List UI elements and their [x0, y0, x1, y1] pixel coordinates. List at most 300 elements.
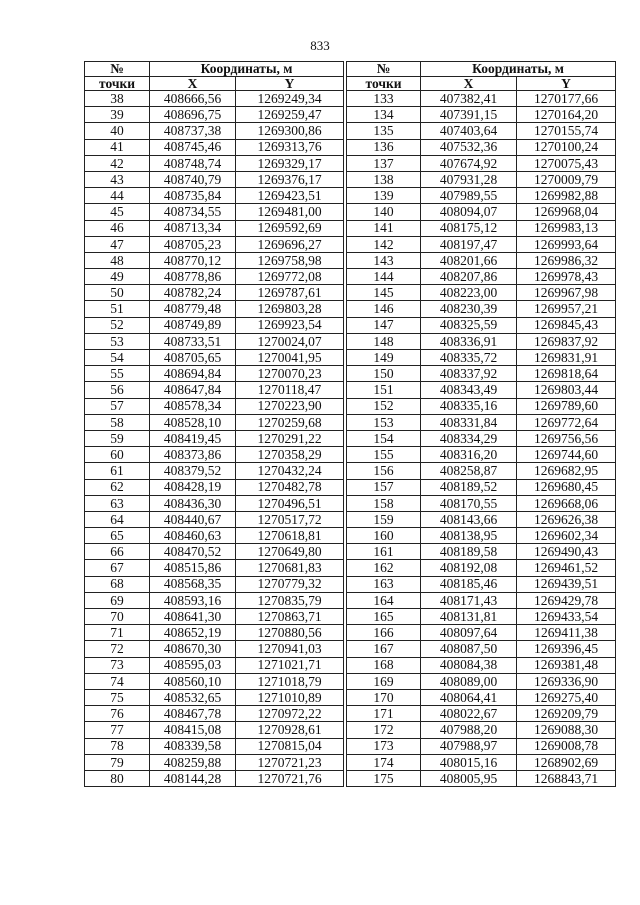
- left-x-coordinate: 408745,46: [150, 139, 236, 155]
- right-point-number: 139: [347, 188, 421, 204]
- table-header-row-bottom: [85, 76, 616, 91]
- right-x-coordinate: 408189,52: [421, 479, 517, 495]
- left-x-coordinate: 408532,65: [150, 689, 236, 705]
- table-row: [85, 528, 616, 544]
- right-y-coordinate: 1269967,98: [517, 285, 616, 301]
- right-point-number: 152: [347, 398, 421, 414]
- right-point-number: 145: [347, 285, 421, 301]
- left-x-coordinate: 408666,56: [150, 91, 236, 107]
- left-point-number: 63: [85, 495, 150, 511]
- right-x-coordinate: 408325,59: [421, 317, 517, 333]
- table-row: [85, 754, 616, 770]
- right-point-number: 143: [347, 252, 421, 268]
- right-x-coordinate: 407403,64: [421, 123, 517, 139]
- right-y-coordinate: 1269275,40: [517, 689, 616, 705]
- left-x-coordinate: 408578,34: [150, 398, 236, 414]
- right-y-coordinate: 1269837,92: [517, 333, 616, 349]
- left-y-coordinate: 1270070,23: [236, 366, 344, 382]
- left-x-coordinate: 408705,65: [150, 350, 236, 366]
- right-y-coordinate: 1269803,44: [517, 382, 616, 398]
- left-point-number: 58: [85, 414, 150, 430]
- right-point-number: 154: [347, 430, 421, 446]
- left-x-coordinate: 408593,16: [150, 592, 236, 608]
- right-point-number: 163: [347, 576, 421, 592]
- left-y-coordinate: 1270041,95: [236, 350, 344, 366]
- table-row: [85, 123, 616, 139]
- left-y-coordinate: 1270779,32: [236, 576, 344, 592]
- left-x-coordinate: 408568,35: [150, 576, 236, 592]
- left-x-coordinate: 408595,03: [150, 657, 236, 673]
- right-y-coordinate: 1269490,43: [517, 544, 616, 560]
- left-point-number: 42: [85, 155, 150, 171]
- left-y-coordinate: 1270681,83: [236, 560, 344, 576]
- left-y-coordinate: 1270618,81: [236, 528, 344, 544]
- left-x-coordinate: 408779,48: [150, 301, 236, 317]
- right-y-coordinate: 1268902,69: [517, 754, 616, 770]
- left-x-coordinate: 408705,23: [150, 236, 236, 252]
- right-x-coordinate: 408192,08: [421, 560, 517, 576]
- right-point-number: 155: [347, 447, 421, 463]
- table-row: [85, 188, 616, 204]
- right-x-coordinate: 407988,97: [421, 738, 517, 754]
- right-y-coordinate: 1269602,34: [517, 528, 616, 544]
- left-x-coordinate: 408696,75: [150, 107, 236, 123]
- left-x-coordinate: 408778,86: [150, 269, 236, 285]
- left-point-number: 46: [85, 220, 150, 236]
- right-point-number: 160: [347, 528, 421, 544]
- table-row: [85, 107, 616, 123]
- right-x-coordinate: 408089,00: [421, 673, 517, 689]
- right-y-coordinate: 1268843,71: [517, 770, 616, 786]
- right-y-coordinate: 1269982,88: [517, 188, 616, 204]
- right-point-number: 146: [347, 301, 421, 317]
- table-row: [85, 333, 616, 349]
- left-point-number: 38: [85, 91, 150, 107]
- right-y-coordinate: 1269209,79: [517, 706, 616, 722]
- right-y-coordinate: 1269008,78: [517, 738, 616, 754]
- left-x-coordinate: 408560,10: [150, 673, 236, 689]
- right-point-number: 158: [347, 495, 421, 511]
- right-y-coordinate: 1270100,24: [517, 139, 616, 155]
- left-x-coordinate: 408259,88: [150, 754, 236, 770]
- table-row: [85, 641, 616, 657]
- right-point-number: 136: [347, 139, 421, 155]
- right-y-coordinate: 1269626,38: [517, 511, 616, 527]
- left-y-coordinate: 1270024,07: [236, 333, 344, 349]
- left-x-coordinate: 408144,28: [150, 770, 236, 786]
- left-y-coordinate: 1269423,51: [236, 188, 344, 204]
- left-point-number: 70: [85, 609, 150, 625]
- right-point-number: 134: [347, 107, 421, 123]
- left-point-number: 40: [85, 123, 150, 139]
- right-y-coordinate: 1270155,74: [517, 123, 616, 139]
- left-y-coordinate: 1270223,90: [236, 398, 344, 414]
- left-y-coordinate: 1269803,28: [236, 301, 344, 317]
- left-x-coordinate: 408737,38: [150, 123, 236, 139]
- left-x-coordinate: 408713,34: [150, 220, 236, 236]
- left-y-coordinate: 1270721,76: [236, 770, 344, 786]
- left-num-header-bottom: точки: [85, 76, 150, 91]
- right-point-number: 161: [347, 544, 421, 560]
- left-point-number: 53: [85, 333, 150, 349]
- right-y-coordinate: 1270164,20: [517, 107, 616, 123]
- right-point-number: 149: [347, 350, 421, 366]
- right-y-coordinate: 1269818,64: [517, 366, 616, 382]
- table-row: [85, 689, 616, 705]
- right-y-coordinate: 1269772,64: [517, 414, 616, 430]
- left-y-coordinate: 1270972,22: [236, 706, 344, 722]
- right-y-coordinate: 1269957,21: [517, 301, 616, 317]
- right-point-number: 167: [347, 641, 421, 657]
- left-point-number: 78: [85, 738, 150, 754]
- left-point-number: 48: [85, 252, 150, 268]
- right-point-number: 138: [347, 171, 421, 187]
- right-x-coordinate: 408171,43: [421, 592, 517, 608]
- left-x-coordinate: 408339,58: [150, 738, 236, 754]
- right-x-coordinate: 408131,81: [421, 609, 517, 625]
- page-number: 833: [310, 38, 330, 53]
- right-x-coordinate: 408189,58: [421, 544, 517, 560]
- right-x-coordinate: 408335,16: [421, 398, 517, 414]
- left-point-number: 65: [85, 528, 150, 544]
- table-row: [85, 770, 616, 786]
- right-x-coordinate: 408097,64: [421, 625, 517, 641]
- left-point-number: 64: [85, 511, 150, 527]
- right-point-number: 171: [347, 706, 421, 722]
- table-row: [85, 609, 616, 625]
- right-x-coordinate: 408185,46: [421, 576, 517, 592]
- table-row: [85, 269, 616, 285]
- table-row: [85, 625, 616, 641]
- right-x-coordinate: 407382,41: [421, 91, 517, 107]
- right-point-number: 140: [347, 204, 421, 220]
- right-y-coordinate: 1269986,32: [517, 252, 616, 268]
- right-x-coordinate: 408005,95: [421, 770, 517, 786]
- right-x-coordinate: 408170,55: [421, 495, 517, 511]
- left-point-number: 76: [85, 706, 150, 722]
- right-x-coordinate: 408087,50: [421, 641, 517, 657]
- right-x-coordinate: 408064,41: [421, 689, 517, 705]
- right-y-coordinate: 1269461,52: [517, 560, 616, 576]
- left-y-coordinate: 1270721,23: [236, 754, 344, 770]
- left-point-number: 41: [85, 139, 150, 155]
- left-y-coordinate: 1269772,08: [236, 269, 344, 285]
- left-point-number: 80: [85, 770, 150, 786]
- table-row: [85, 657, 616, 673]
- left-x-coordinate: 408415,08: [150, 722, 236, 738]
- left-y-coordinate: 1269259,47: [236, 107, 344, 123]
- left-x-coordinate: 408528,10: [150, 414, 236, 430]
- right-y-coordinate: 1269831,91: [517, 350, 616, 366]
- left-y-coordinate: 1270482,78: [236, 479, 344, 495]
- left-y-coordinate: 1269787,61: [236, 285, 344, 301]
- right-x-coordinate: 408335,72: [421, 350, 517, 366]
- left-point-number: 45: [85, 204, 150, 220]
- left-x-coordinate: 408641,30: [150, 609, 236, 625]
- left-y-coordinate: 1270496,51: [236, 495, 344, 511]
- right-point-number: 159: [347, 511, 421, 527]
- right-x-coordinate: 408331,84: [421, 414, 517, 430]
- left-y-coordinate: 1269923,54: [236, 317, 344, 333]
- right-point-number: 153: [347, 414, 421, 430]
- table-row: [85, 560, 616, 576]
- right-y-coordinate: 1269983,13: [517, 220, 616, 236]
- right-x-coordinate: 407988,20: [421, 722, 517, 738]
- left-x-coordinate: 408460,63: [150, 528, 236, 544]
- table-row: [85, 447, 616, 463]
- right-y-coordinate: 1269396,45: [517, 641, 616, 657]
- left-x-coordinate: 408740,79: [150, 171, 236, 187]
- left-point-number: 66: [85, 544, 150, 560]
- left-x-coordinate: 408647,84: [150, 382, 236, 398]
- left-y-coordinate: 1269696,27: [236, 236, 344, 252]
- right-y-coordinate: 1269789,60: [517, 398, 616, 414]
- left-x-coordinate: 408515,86: [150, 560, 236, 576]
- left-point-number: 57: [85, 398, 150, 414]
- left-y-coordinate: 1269481,00: [236, 204, 344, 220]
- left-x-coordinate: 408467,78: [150, 706, 236, 722]
- right-num-header-bottom: точки: [347, 76, 421, 91]
- right-x-coordinate: 408334,29: [421, 430, 517, 446]
- left-point-number: 47: [85, 236, 150, 252]
- right-point-number: 156: [347, 463, 421, 479]
- right-x-coordinate: 408015,16: [421, 754, 517, 770]
- right-x-coordinate: 408207,86: [421, 269, 517, 285]
- left-point-number: 44: [85, 188, 150, 204]
- table-row: [85, 285, 616, 301]
- left-y-coordinate: 1269592,69: [236, 220, 344, 236]
- table-row: [85, 220, 616, 236]
- right-y-coordinate: 1269411,38: [517, 625, 616, 641]
- table-header-row-top: [85, 62, 616, 77]
- table-row: [85, 171, 616, 187]
- left-x-coordinate: 408652,19: [150, 625, 236, 641]
- right-x-coordinate: 407391,15: [421, 107, 517, 123]
- right-x-coordinate: 408337,92: [421, 366, 517, 382]
- right-x-coordinate: 408138,95: [421, 528, 517, 544]
- right-y-coordinate: 1270075,43: [517, 155, 616, 171]
- left-x-coordinate: 408735,84: [150, 188, 236, 204]
- right-x-coordinate: 408316,20: [421, 447, 517, 463]
- left-point-number: 39: [85, 107, 150, 123]
- left-x-coordinate: 408470,52: [150, 544, 236, 560]
- left-y-coordinate: 1270941,03: [236, 641, 344, 657]
- right-point-number: 157: [347, 479, 421, 495]
- left-x-coordinate: 408436,30: [150, 495, 236, 511]
- table-row: [85, 301, 616, 317]
- right-point-number: 165: [347, 609, 421, 625]
- right-y-coordinate: 1269336,90: [517, 673, 616, 689]
- left-x-coordinate: 408770,12: [150, 252, 236, 268]
- right-x-coordinate: 408022,67: [421, 706, 517, 722]
- table-row: [85, 366, 616, 382]
- table-row: [85, 430, 616, 446]
- table-row: [85, 414, 616, 430]
- left-point-number: 71: [85, 625, 150, 641]
- table-row: [85, 350, 616, 366]
- table-row: [85, 576, 616, 592]
- left-y-coordinate: 1270928,61: [236, 722, 344, 738]
- left-point-number: 75: [85, 689, 150, 705]
- right-y-coordinate: 1269680,45: [517, 479, 616, 495]
- left-point-number: 77: [85, 722, 150, 738]
- table-row: [85, 673, 616, 689]
- left-y-coordinate: 1269300,86: [236, 123, 344, 139]
- right-y-coordinate: 1269439,51: [517, 576, 616, 592]
- left-x-coordinate: 408749,89: [150, 317, 236, 333]
- left-x-coordinate: 408419,45: [150, 430, 236, 446]
- table-row: [85, 155, 616, 171]
- left-x-coordinate: 408428,19: [150, 479, 236, 495]
- left-y-coordinate: 1270358,29: [236, 447, 344, 463]
- coordinates-table: [84, 61, 616, 787]
- right-point-number: 169: [347, 673, 421, 689]
- right-point-number: 148: [347, 333, 421, 349]
- left-point-number: 43: [85, 171, 150, 187]
- right-y-header: Y: [517, 76, 616, 91]
- right-x-coordinate: 408258,87: [421, 463, 517, 479]
- table-row: [85, 479, 616, 495]
- left-x-coordinate: 408670,30: [150, 641, 236, 657]
- left-point-number: 72: [85, 641, 150, 657]
- left-point-number: 74: [85, 673, 150, 689]
- right-x-coordinate: 407931,28: [421, 171, 517, 187]
- right-y-coordinate: 1269381,48: [517, 657, 616, 673]
- right-x-coordinate: 407674,92: [421, 155, 517, 171]
- table-row: [85, 495, 616, 511]
- left-y-coordinate: 1271021,71: [236, 657, 344, 673]
- left-y-coordinate: 1270880,56: [236, 625, 344, 641]
- left-y-header: Y: [236, 76, 344, 91]
- table-row: [85, 317, 616, 333]
- left-y-coordinate: 1270291,22: [236, 430, 344, 446]
- right-point-number: 141: [347, 220, 421, 236]
- left-x-coordinate: 408694,84: [150, 366, 236, 382]
- left-point-number: 55: [85, 366, 150, 382]
- right-point-number: 142: [347, 236, 421, 252]
- right-x-coordinate: 408084,38: [421, 657, 517, 673]
- table-row: [85, 398, 616, 414]
- right-point-number: 150: [347, 366, 421, 382]
- right-x-coordinate: 407532,36: [421, 139, 517, 155]
- left-y-coordinate: 1270649,80: [236, 544, 344, 560]
- right-y-coordinate: 1269429,78: [517, 592, 616, 608]
- right-y-coordinate: 1269756,56: [517, 430, 616, 446]
- right-x-coordinate: 408201,66: [421, 252, 517, 268]
- left-x-coordinate: 408440,67: [150, 511, 236, 527]
- right-point-number: 164: [347, 592, 421, 608]
- right-x-coordinate: 408197,47: [421, 236, 517, 252]
- right-x-coordinate: 408343,49: [421, 382, 517, 398]
- right-point-number: 133: [347, 91, 421, 107]
- left-point-number: 52: [85, 317, 150, 333]
- table-row: [85, 139, 616, 155]
- table-row: [85, 511, 616, 527]
- right-x-coordinate: 408230,39: [421, 301, 517, 317]
- left-point-number: 61: [85, 463, 150, 479]
- right-x-coordinate: 408094,07: [421, 204, 517, 220]
- right-y-coordinate: 1269845,43: [517, 317, 616, 333]
- left-y-coordinate: 1271018,79: [236, 673, 344, 689]
- right-point-number: 174: [347, 754, 421, 770]
- left-point-number: 79: [85, 754, 150, 770]
- right-y-coordinate: 1269978,43: [517, 269, 616, 285]
- right-x-coordinate: 408175,12: [421, 220, 517, 236]
- left-point-number: 68: [85, 576, 150, 592]
- left-y-coordinate: 1269376,17: [236, 171, 344, 187]
- left-y-coordinate: 1270118,47: [236, 382, 344, 398]
- left-y-coordinate: 1270259,68: [236, 414, 344, 430]
- right-x-coordinate: 407989,55: [421, 188, 517, 204]
- left-point-number: 54: [85, 350, 150, 366]
- table-row: [85, 252, 616, 268]
- right-point-number: 137: [347, 155, 421, 171]
- left-point-number: 69: [85, 592, 150, 608]
- right-y-coordinate: 1269993,64: [517, 236, 616, 252]
- left-point-number: 56: [85, 382, 150, 398]
- left-point-number: 73: [85, 657, 150, 673]
- left-x-coordinate: 408373,86: [150, 447, 236, 463]
- left-point-number: 62: [85, 479, 150, 495]
- right-y-coordinate: 1270177,66: [517, 91, 616, 107]
- left-x-coordinate: 408379,52: [150, 463, 236, 479]
- right-x-coordinate: 408143,66: [421, 511, 517, 527]
- left-x-coordinate: 408748,74: [150, 155, 236, 171]
- left-y-coordinate: 1269313,76: [236, 139, 344, 155]
- table-row: [85, 236, 616, 252]
- right-y-coordinate: 1269968,04: [517, 204, 616, 220]
- right-point-number: 166: [347, 625, 421, 641]
- right-y-coordinate: 1269088,30: [517, 722, 616, 738]
- left-num-header-top: №: [85, 62, 150, 77]
- right-point-number: 135: [347, 123, 421, 139]
- right-point-number: 172: [347, 722, 421, 738]
- right-point-number: 151: [347, 382, 421, 398]
- left-x-coordinate: 408782,24: [150, 285, 236, 301]
- right-point-number: 175: [347, 770, 421, 786]
- table-row: [85, 722, 616, 738]
- left-y-coordinate: 1270863,71: [236, 609, 344, 625]
- table-row: [85, 592, 616, 608]
- left-y-coordinate: 1269249,34: [236, 91, 344, 107]
- left-point-number: 49: [85, 269, 150, 285]
- right-point-number: 173: [347, 738, 421, 754]
- left-y-coordinate: 1271010,89: [236, 689, 344, 705]
- left-point-number: 51: [85, 301, 150, 317]
- right-point-number: 170: [347, 689, 421, 705]
- right-coords-header: Координаты, м: [421, 62, 616, 77]
- left-point-number: 59: [85, 430, 150, 446]
- right-y-coordinate: 1269433,54: [517, 609, 616, 625]
- left-point-number: 60: [85, 447, 150, 463]
- table-row: [85, 91, 616, 107]
- left-x-coordinate: 408734,55: [150, 204, 236, 220]
- right-y-coordinate: 1270009,79: [517, 171, 616, 187]
- table-body: [85, 91, 616, 787]
- left-x-coordinate: 408733,51: [150, 333, 236, 349]
- left-y-coordinate: 1269329,17: [236, 155, 344, 171]
- right-y-coordinate: 1269682,95: [517, 463, 616, 479]
- right-point-number: 162: [347, 560, 421, 576]
- left-point-number: 67: [85, 560, 150, 576]
- left-y-coordinate: 1270432,24: [236, 463, 344, 479]
- right-point-number: 168: [347, 657, 421, 673]
- table-row: [85, 738, 616, 754]
- left-coords-header: Координаты, м: [150, 62, 344, 77]
- right-x-coordinate: 408223,00: [421, 285, 517, 301]
- left-x-header: X: [150, 76, 236, 91]
- table-row: [85, 544, 616, 560]
